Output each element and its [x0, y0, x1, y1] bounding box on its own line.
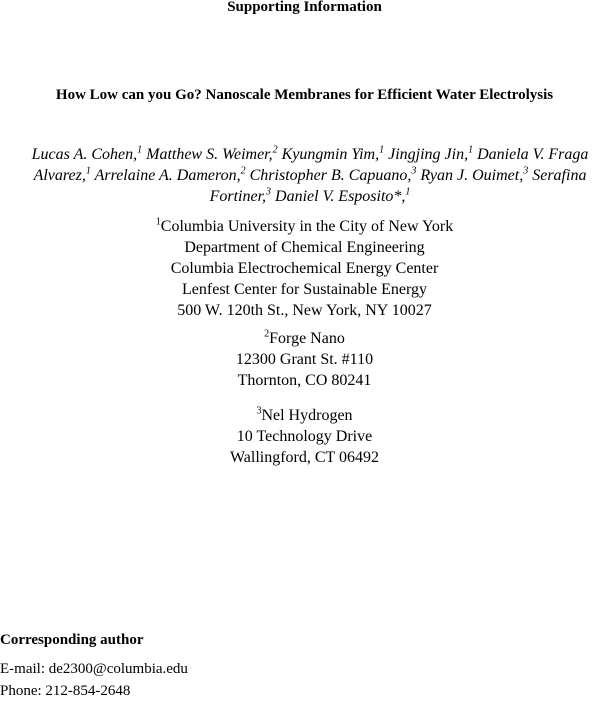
- author: Jingjing Jin,$^1$: [388, 144, 474, 163]
- affiliation-line: 500 W. 120th St., New York, NY 10027: [177, 302, 432, 319]
- corresponding-author-heading: Corresponding author: [0, 632, 144, 648]
- corresponding-phone: Phone: 212-854-2648: [0, 683, 131, 699]
- author: Kyungmin Yim,$^1$: [281, 144, 385, 163]
- author: Ryan J. Ouimet,$^3$: [420, 165, 529, 184]
- author-list: [30, 144, 590, 207]
- affiliation-line: Lenfest Center for Sustainable Energy: [182, 281, 427, 298]
- author: Daniela V. Fraga Alvarez,$^1$: [33, 146, 589, 184]
- affiliation-line: 12300 Grant St. #110: [235, 351, 374, 368]
- affiliation-2: [0, 328, 609, 391]
- affiliation-3: [0, 405, 609, 468]
- author: Daniel V. Esposito*,$^1$: [275, 186, 411, 205]
- affiliation-line: 10 Technology Drive: [236, 428, 373, 445]
- author: Lucas A. Cohen,$^1$: [31, 144, 143, 163]
- author: Christopher B. Capuano,$^3$: [249, 165, 417, 184]
- paper-title: How Low can you Go? Nanoscale Membranes for Efficient Water Electrolysis: [55, 87, 554, 103]
- affiliation-line: Thornton, CO 80241: [237, 372, 372, 389]
- affiliation-line: $^2$Forge Nano: [264, 328, 345, 347]
- affiliation-1: [0, 216, 609, 321]
- affiliation-line: Wallingford, CT 06492: [229, 449, 380, 466]
- author: Arrelaine A. Dameron,$^2$: [94, 165, 246, 184]
- affiliation-line: Department of Chemical Engineering: [184, 239, 425, 256]
- affiliation-line: $^3$Nel Hydrogen: [256, 405, 353, 424]
- author: Matthew S. Weimer,$^2$: [146, 144, 278, 163]
- author: Serafina Fortiner,$^3$: [209, 167, 587, 205]
- affiliation-line: $^1$Columbia University in the City of New York: [155, 216, 454, 235]
- affiliation-line: Columbia Electrochemical Energy Center: [170, 260, 439, 277]
- corresponding-email: E-mail: de2300@columbia.edu: [0, 661, 188, 677]
- supporting-information-heading: Supporting Information: [227, 0, 382, 15]
